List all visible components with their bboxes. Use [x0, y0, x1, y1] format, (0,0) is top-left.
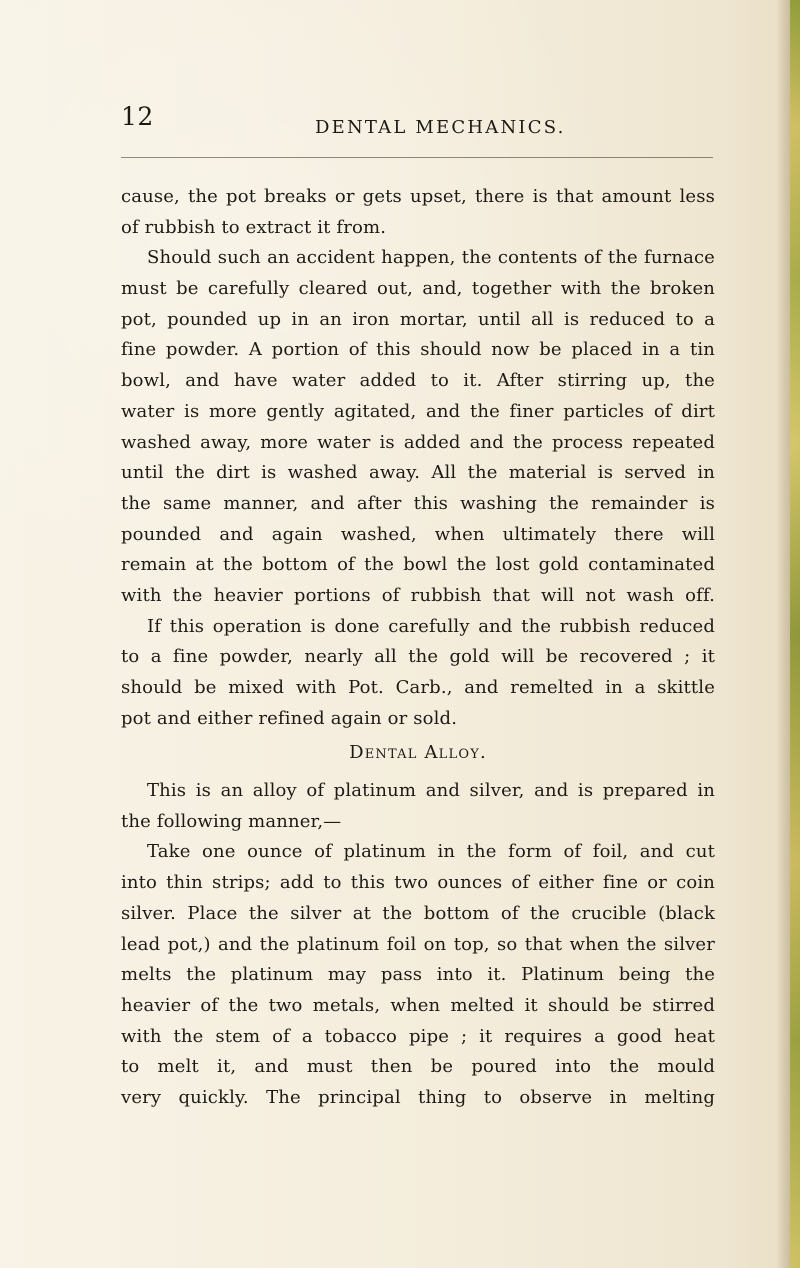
body-line: with the heavier portions of rubbish that will not wash off.: [121, 584, 715, 606]
body-line: washed away, more water is added and the process repeated: [121, 431, 715, 453]
body-line: pot and either refined again or sold.: [121, 707, 458, 729]
body-line: into thin strips; add to this two ounces of either fine or coin: [121, 872, 715, 894]
running-head: DENTAL MECHANICS.: [315, 117, 566, 138]
body-line: silver. Place the silver at the bottom of the crucible (black: [121, 902, 715, 924]
body-line: very quickly. The principal thing to observe in melting: [121, 1086, 715, 1108]
body-line: to a fine powder, nearly all the gold will be recovered ; it: [121, 646, 715, 668]
body-line: pot, pounded up in an iron mortar, until all is reduced to a: [121, 308, 715, 330]
body-line: bowl, and have water added to it. After stirring up, the: [121, 370, 715, 392]
body-line: until the dirt is washed away. All the material is served in: [121, 462, 715, 484]
body-line: Take one ounce of platinum in the form of foil, and cut: [147, 841, 715, 863]
body-line: heavier of the two metals, when melted it should be stirred: [121, 994, 715, 1016]
body-line: with the stem of a tobacco pipe ; it requires a good heat: [121, 1025, 715, 1047]
body-line: should be mixed with Pot. Carb., and remelted in a skittle: [121, 677, 715, 698]
header-rule: [121, 157, 713, 158]
body-line: to melt it, and must then be poured into the mould: [121, 1056, 715, 1078]
body-line: the following manner,—: [121, 810, 342, 832]
body-line: of rubbish to extract it from.: [121, 216, 387, 238]
page-header: [0, 102, 800, 142]
body-line: Should such an accident happen, the contents of the furnace: [147, 247, 715, 269]
body-line: must be carefully cleared out, and, together with the broken: [121, 278, 715, 300]
body-copy: [121, 182, 715, 1114]
section-heading: Dental Alloy.: [349, 742, 487, 764]
body-line: melts the platinum may pass into it. Platinum being the: [121, 964, 715, 986]
body-line: fine powder. A portion of this should now be placed in a tin: [121, 339, 715, 361]
body-line: If this operation is done carefully and the rubbish reduced: [147, 615, 715, 637]
body-line: cause, the pot breaks or gets upset, there is that amount less: [121, 186, 715, 207]
page-edge: [790, 0, 800, 1268]
body-line: This is an alloy of platinum and silver, and is prepared in: [147, 780, 715, 802]
body-line: pounded and again washed, when ultimately there will: [121, 523, 715, 545]
body-line: lead pot,) and the platinum foil on top, so that when the silver: [121, 933, 715, 955]
body-line: remain at the bottom of the bowl the lost gold contaminated: [121, 554, 715, 576]
body-line: the same manner, and after this washing the remainder is: [121, 492, 715, 514]
body-line: water is more gently agitated, and the finer particles of dirt: [121, 400, 715, 422]
page-number: 12: [121, 102, 154, 131]
